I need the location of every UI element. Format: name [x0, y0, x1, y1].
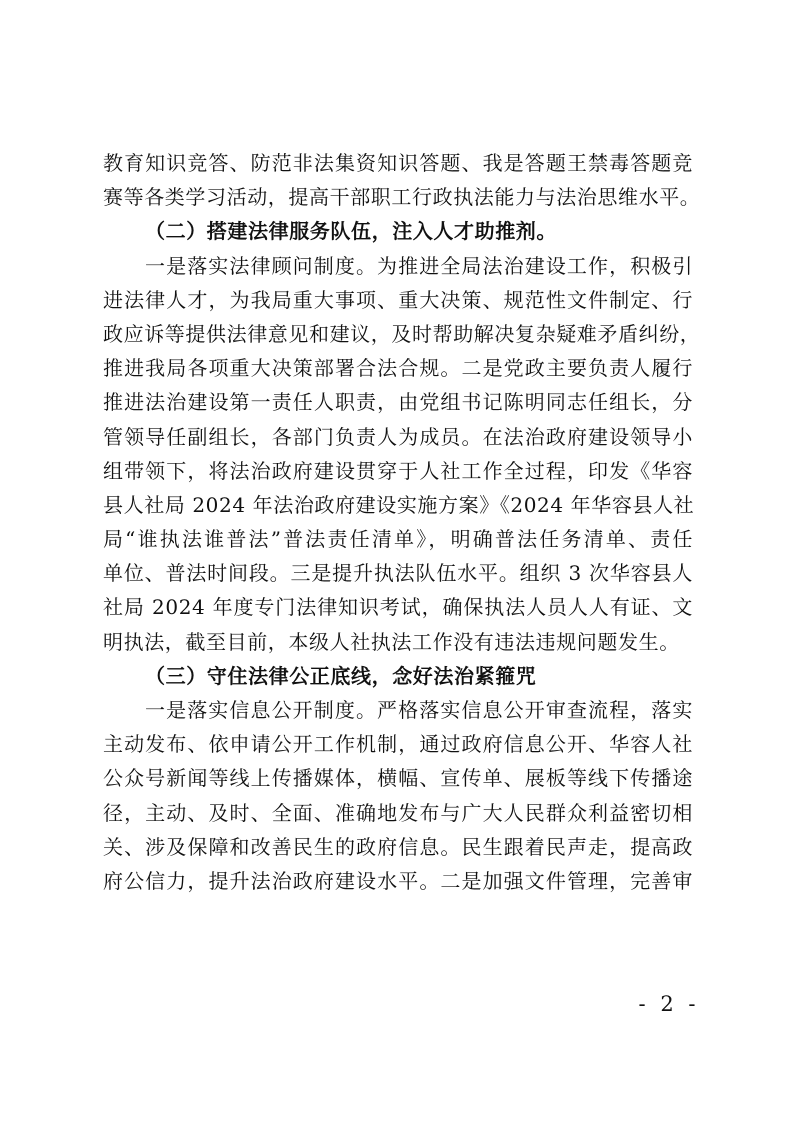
- body-line: 府公信力，提升法治政府建设水平。二是加强文件管理，完善审: [103, 868, 693, 893]
- paragraph-first-line: 一是落实法律顾问制度。为推进全局法治建设工作，积极引: [145, 253, 693, 278]
- body-line: 进法律人才，为我局重大事项、重大决策、规范性文件制定、行: [103, 287, 693, 312]
- body-line: 明执法，截至目前，本级人社执法工作没有违法违规问题发生。: [103, 629, 680, 654]
- body-line: 政应诉等提供法律意见和建议，及时帮助解决复杂疑难矛盾纠纷，: [103, 321, 701, 346]
- body-line: 县人社局 2024 年法治政府建设实施方案》《2024 年华容县人社: [103, 492, 695, 517]
- body-line: 局“谁执法谁普法”普法责任清单》，明确普法任务清单、责任: [103, 527, 693, 552]
- document-body: [103, 146, 701, 898]
- body-line: 主动发布、依申请公开工作机制，通过政府信息公开、华容人社: [103, 732, 693, 757]
- page-number: - 2 -: [638, 992, 700, 1016]
- section-heading-2: （二）搭建法律服务队伍，注入人才助推剂。: [145, 219, 557, 244]
- body-line: 赛等各类学习活动，提高干部职工行政执法能力与法治思维水平。: [103, 185, 701, 210]
- paragraph-first-line: 一是落实信息公开制度。严格落实信息公开审查流程，落实: [145, 698, 693, 722]
- section-heading-3: （三）守住法律公正底线，念好法治紧箍咒: [145, 663, 537, 688]
- body-line: 公众号新闻等线上传播媒体，横幅、宣传单、展板等线下传播途: [103, 766, 693, 791]
- body-line: 单位、普法时间段。三是提升执法队伍水平。组织 3 次华容县人: [103, 561, 693, 586]
- body-line: 关、涉及保障和改善民生的政府信息。民生跟着民声走，提高政: [103, 834, 693, 859]
- body-line: 教育知识竞答、防范非法集资知识答题、我是答题王禁毒答题竞: [103, 151, 693, 175]
- body-line: 径，主动、及时、全面、准确地发布与广大人民群众利益密切相: [103, 800, 693, 825]
- body-line: 组带领下，将法治政府建设贯穿于人社工作全过程，印发《华容: [103, 458, 693, 483]
- body-line: 社局 2024 年度专门法律知识考试，确保执法人员人人有证、文: [103, 595, 693, 620]
- body-line: 推进法治建设第一责任人职责，由党组书记陈明同志任组长，分: [103, 390, 693, 415]
- body-line: 管领导任副组长，各部门负责人为成员。在法治政府建设领导小: [103, 424, 693, 449]
- body-line: 推进我局各项重大决策部署合法合规。二是党政主要负责人履行: [103, 356, 693, 381]
